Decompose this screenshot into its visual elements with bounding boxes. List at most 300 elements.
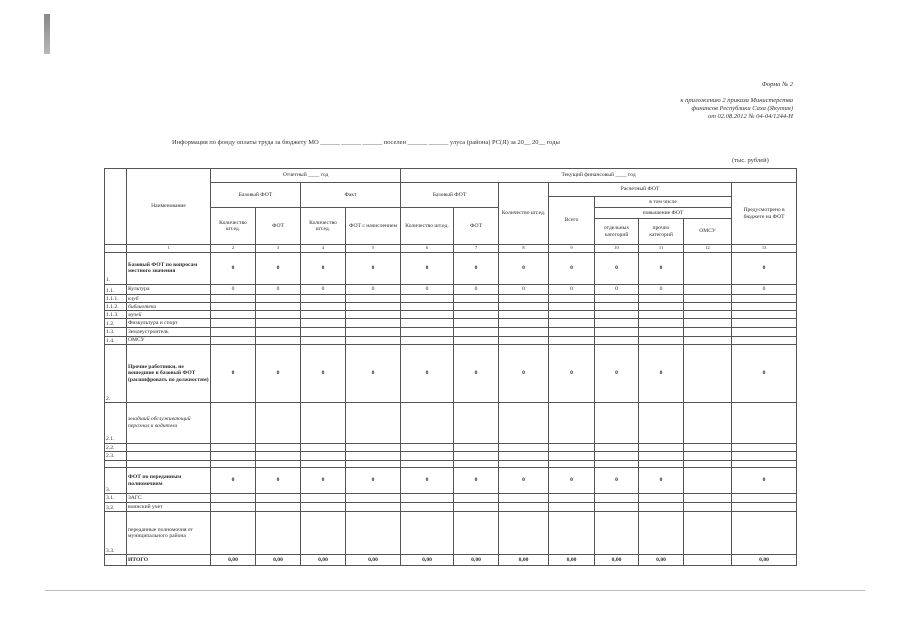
row-number: 1.1.1.	[105, 295, 127, 303]
table-row	[105, 502, 797, 512]
appendix-reference	[680, 97, 793, 121]
table-cell	[211, 452, 256, 461]
column-index: 2	[211, 245, 256, 253]
table-cell	[595, 319, 639, 328]
table-cell	[499, 295, 549, 303]
header-fot: ФОТ	[256, 208, 301, 245]
table-cell	[454, 303, 499, 311]
table-cell	[595, 494, 639, 503]
table-cell: 0	[211, 284, 256, 295]
table-cell	[256, 319, 301, 328]
table-cell	[549, 403, 595, 444]
table-cell	[454, 295, 499, 303]
table-cell	[301, 403, 346, 444]
column-index: 7	[454, 245, 499, 253]
table-cell	[684, 336, 732, 345]
units-label: (тыс. рублей)	[732, 157, 769, 164]
row-number: 1.4.	[105, 336, 127, 345]
table-cell	[256, 443, 301, 452]
header-base-fot-current: Базовый ФОТ	[401, 183, 499, 208]
table-cell	[549, 328, 595, 337]
table-cell: 0,00	[346, 555, 401, 566]
row-number: 1.1.3.	[105, 311, 127, 319]
table-cell	[499, 403, 549, 444]
table-cell	[346, 460, 401, 468]
table-cell	[549, 303, 595, 311]
row-label: Базовый ФОТ по вопросам местного значения	[127, 252, 211, 284]
table-cell	[499, 311, 549, 319]
table-cell	[684, 494, 732, 503]
document-title: Информация по фонду оплаты труда за бюджету МО ______ ______ ______ поселен ______ ______ улуса (района) РС(Я) за 20__ 20__ годы	[172, 139, 560, 146]
table-cell: 0	[401, 468, 454, 494]
table-cell: 0	[639, 345, 684, 403]
table-cell	[499, 512, 549, 555]
table-cell	[639, 502, 684, 512]
table-cell	[346, 403, 401, 444]
table-cell	[639, 460, 684, 468]
row-label: библиотека	[127, 303, 211, 311]
table-cell	[301, 494, 346, 503]
fot-table	[104, 168, 796, 566]
table-cell	[211, 319, 256, 328]
table-cell	[256, 494, 301, 503]
table-cell: 0	[732, 345, 797, 403]
table-cell: 0	[499, 252, 549, 284]
table-cell	[732, 336, 797, 345]
column-index: 11	[639, 245, 684, 253]
table-cell	[256, 295, 301, 303]
table-cell	[256, 311, 301, 319]
table-cell	[549, 512, 595, 555]
header-qty-staff-calc: Количество шт.ед.	[499, 183, 549, 245]
form-label: Форма № 2	[761, 81, 793, 88]
table-cell	[732, 460, 797, 468]
table-cell	[684, 512, 732, 555]
row-label: ЗАГС	[127, 494, 211, 503]
table-cell: 0,00	[211, 555, 256, 566]
table-cell	[549, 443, 595, 452]
table-cell	[595, 303, 639, 311]
table-cell	[454, 494, 499, 503]
table-cell	[684, 303, 732, 311]
table-cell	[401, 403, 454, 444]
table-cell	[401, 494, 454, 503]
table-row	[105, 468, 797, 494]
table-cell: 0	[499, 468, 549, 494]
table-cell	[401, 303, 454, 311]
header-budget-fot: Предусмотрено в бюджете на ФОТ	[732, 183, 797, 245]
header-omsu: ОМСУ	[684, 219, 732, 245]
table-row	[105, 295, 797, 303]
column-index: 1	[127, 245, 211, 253]
table-cell: 0	[211, 252, 256, 284]
header-total: Всего	[549, 197, 595, 245]
table-row	[105, 336, 797, 345]
table-cell	[499, 452, 549, 461]
table-cell	[301, 443, 346, 452]
column-index: 10	[595, 245, 639, 253]
table-cell: 0	[732, 468, 797, 494]
row-label: музей	[127, 311, 211, 319]
table-cell: 0	[499, 345, 549, 403]
table-cell	[211, 494, 256, 503]
table-row	[105, 403, 797, 444]
row-number: 2.1.	[105, 403, 127, 444]
header-reporting-year: Отчетный ____ год	[211, 169, 401, 183]
table-cell	[256, 502, 301, 512]
table-cell: 0,00	[595, 555, 639, 566]
table-cell: 0	[499, 284, 549, 295]
row-number: 2.3.	[105, 452, 127, 461]
table-cell	[346, 502, 401, 512]
table-cell	[732, 443, 797, 452]
table-cell	[684, 443, 732, 452]
table-cell	[549, 311, 595, 319]
column-index: 3	[256, 245, 301, 253]
table-cell	[595, 452, 639, 461]
table-cell	[595, 403, 639, 444]
row-label: Культура	[127, 284, 211, 295]
table-cell	[499, 336, 549, 345]
table-cell	[499, 494, 549, 503]
table-cell	[301, 328, 346, 337]
table-cell	[301, 336, 346, 345]
table-row	[105, 345, 797, 403]
row-number: 1.3.	[105, 328, 127, 337]
header-qty-staff: Количество шт.ед.	[211, 208, 256, 245]
table-cell: 0	[639, 468, 684, 494]
table-cell	[346, 512, 401, 555]
table-cell	[301, 319, 346, 328]
table-cell	[549, 452, 595, 461]
table-cell	[499, 328, 549, 337]
row-number: 3.1.	[105, 494, 127, 503]
table-cell	[549, 494, 595, 503]
table-row	[105, 303, 797, 311]
table-cell: 0	[346, 284, 401, 295]
table-cell	[639, 403, 684, 444]
table-cell: 0	[401, 252, 454, 284]
header-current-year: Текущий финансовый ____ год	[401, 169, 797, 183]
table-cell	[639, 303, 684, 311]
table-cell	[256, 328, 301, 337]
table-cell	[346, 319, 401, 328]
table-cell	[401, 452, 454, 461]
row-label	[127, 452, 211, 461]
table-cell	[454, 311, 499, 319]
table-cell: 0,00	[256, 555, 301, 566]
table-cell	[454, 403, 499, 444]
table-cell: 0	[301, 252, 346, 284]
column-index: 4	[301, 245, 346, 253]
table-row	[105, 443, 797, 452]
column-index: 12	[684, 245, 732, 253]
table-cell	[684, 295, 732, 303]
table-cell	[732, 452, 797, 461]
table-cell: 0	[211, 468, 256, 494]
header-fact: Факт	[301, 183, 401, 208]
table-cell: 0	[346, 468, 401, 494]
row-label: ФОТ по переданным полномочиям	[127, 468, 211, 494]
table-cell	[684, 502, 732, 512]
row-label: младший обслуживающий персонал и водители	[127, 403, 211, 444]
table-cell: 0	[301, 468, 346, 494]
table-cell	[211, 303, 256, 311]
table-cell	[549, 502, 595, 512]
row-label: переданные полномочия от муниципального района	[127, 512, 211, 555]
table-cell	[732, 403, 797, 444]
table-cell: 0	[256, 345, 301, 403]
table-cell: 0,00	[499, 555, 549, 566]
table-cell: 0,00	[549, 555, 595, 566]
table-cell: 0	[595, 284, 639, 295]
row-label: ОМСУ	[127, 336, 211, 345]
column-index: 13	[732, 245, 797, 253]
table-cell	[346, 328, 401, 337]
table-cell	[595, 295, 639, 303]
table-cell: 0	[639, 284, 684, 295]
table-cell	[684, 460, 732, 468]
table-cell: 0	[454, 468, 499, 494]
table-cell	[401, 295, 454, 303]
header-raise: повышение ФОТ	[595, 208, 732, 219]
table-cell	[732, 512, 797, 555]
table-cell	[346, 452, 401, 461]
table-cell	[211, 443, 256, 452]
table-cell	[684, 403, 732, 444]
table-cell	[454, 336, 499, 345]
table-cell	[549, 460, 595, 468]
table-cell	[595, 443, 639, 452]
table-cell: 0	[732, 252, 797, 284]
table-cell	[684, 468, 732, 494]
table-cell	[211, 311, 256, 319]
row-number: 1.1.	[105, 284, 127, 295]
table-cell: 0	[256, 468, 301, 494]
table-cell	[732, 502, 797, 512]
header-fot: ФОТ	[454, 208, 499, 245]
table-cell	[301, 452, 346, 461]
table-row	[105, 555, 797, 566]
table-cell	[346, 311, 401, 319]
table-cell	[401, 319, 454, 328]
table-cell	[211, 403, 256, 444]
row-label	[127, 443, 211, 452]
row-number: 1.2.	[105, 319, 127, 328]
table-cell: 0	[454, 345, 499, 403]
table-cell	[401, 328, 454, 337]
table-cell	[684, 319, 732, 328]
column-index: 5	[346, 245, 401, 253]
table-cell	[454, 452, 499, 461]
table-cell	[639, 494, 684, 503]
table-cell	[346, 303, 401, 311]
table-cell	[256, 460, 301, 468]
header-name: Наименование	[127, 169, 211, 245]
table-cell	[639, 295, 684, 303]
table-cell: 0,00	[732, 555, 797, 566]
table-cell	[301, 303, 346, 311]
row-number: 2.2.	[105, 443, 127, 452]
row-label: Физкультура и спорт	[127, 319, 211, 328]
table-cell: 0	[595, 345, 639, 403]
appendix-line: к приложению 2 приказа Министерства	[680, 97, 793, 104]
table-cell	[346, 443, 401, 452]
table-cell: 0	[639, 252, 684, 284]
table-cell: 0	[256, 284, 301, 295]
row-number: 1.1.2.	[105, 303, 127, 311]
table-cell	[684, 284, 732, 295]
table-cell	[256, 452, 301, 461]
table-cell	[639, 452, 684, 461]
table-cell	[684, 311, 732, 319]
table-cell	[595, 512, 639, 555]
table-cell	[454, 512, 499, 555]
table-cell	[732, 311, 797, 319]
table-cell: 0	[346, 252, 401, 284]
table-cell: 0	[301, 345, 346, 403]
header-calc-fot: Расчетный ФОТ	[549, 183, 732, 197]
table-cell	[549, 336, 595, 345]
table-cell	[499, 502, 549, 512]
table-row	[105, 311, 797, 319]
table-cell: 0	[301, 284, 346, 295]
table-cell	[595, 336, 639, 345]
table-cell	[684, 345, 732, 403]
appendix-line: финансов Республики Саха (Якутия)	[691, 105, 793, 112]
table-cell	[499, 443, 549, 452]
table-cell	[732, 494, 797, 503]
table-cell	[549, 295, 595, 303]
row-number: 3.3.	[105, 512, 127, 555]
table-cell	[301, 512, 346, 555]
table-cell	[454, 460, 499, 468]
row-label: Землеустроитель	[127, 328, 211, 337]
table-row	[105, 319, 797, 328]
header-base-fot: Базовый ФОТ	[211, 183, 301, 208]
row-number: 3.2.	[105, 502, 127, 512]
row-label	[127, 460, 211, 468]
table-cell	[256, 336, 301, 345]
table-cell	[732, 328, 797, 337]
table-cell	[346, 336, 401, 345]
table-cell	[346, 295, 401, 303]
table-cell	[639, 328, 684, 337]
table-cell	[684, 452, 732, 461]
table-cell	[454, 328, 499, 337]
page-edge	[45, 590, 865, 591]
table-cell	[732, 295, 797, 303]
row-label: Прочие работники, не вошедшие в базовый ФОТ (расшифровать по должностям)	[127, 345, 211, 403]
table-cell	[301, 311, 346, 319]
row-number: 1.	[105, 252, 127, 284]
table-cell: 0	[211, 345, 256, 403]
table-cell	[639, 443, 684, 452]
table-cell	[595, 328, 639, 337]
table-cell	[256, 403, 301, 444]
table-cell: 0,00	[401, 555, 454, 566]
table-cell: 0	[346, 345, 401, 403]
row-number	[105, 555, 127, 566]
table-cell	[454, 443, 499, 452]
table-cell	[401, 336, 454, 345]
table-cell	[301, 295, 346, 303]
scan-artifact	[44, 14, 50, 54]
table-cell: 0	[732, 284, 797, 295]
table-cell	[301, 502, 346, 512]
table-cell	[211, 460, 256, 468]
table-cell	[499, 303, 549, 311]
table-cell	[211, 512, 256, 555]
table-cell	[684, 555, 732, 566]
table-row	[105, 284, 797, 295]
table-cell	[401, 460, 454, 468]
table-cell	[211, 336, 256, 345]
table-cell	[211, 328, 256, 337]
table-cell: 0	[549, 284, 595, 295]
table-cell: 0	[401, 284, 454, 295]
table-cell	[346, 494, 401, 503]
row-label: клуб	[127, 295, 211, 303]
row-number	[105, 460, 127, 468]
table-cell: 0	[401, 345, 454, 403]
table-cell	[639, 311, 684, 319]
table-row	[105, 512, 797, 555]
table-cell	[499, 460, 549, 468]
table-cell: 0	[595, 252, 639, 284]
table-cell: 0,00	[639, 555, 684, 566]
row-number: 3.	[105, 468, 127, 494]
column-index: 9	[549, 245, 595, 253]
table-cell: 0	[549, 468, 595, 494]
table-cell	[401, 443, 454, 452]
table-cell	[732, 319, 797, 328]
table-cell	[639, 336, 684, 345]
table-cell	[454, 319, 499, 328]
table-cell: 0	[256, 252, 301, 284]
table-cell	[211, 295, 256, 303]
column-index: 6	[401, 245, 454, 253]
table-cell	[684, 328, 732, 337]
table-row	[105, 460, 797, 468]
table-cell	[256, 512, 301, 555]
table-cell	[301, 460, 346, 468]
table-cell: 0,00	[454, 555, 499, 566]
table-cell	[595, 502, 639, 512]
table-cell	[211, 502, 256, 512]
table-cell	[549, 319, 595, 328]
row-label: воинский учет	[127, 502, 211, 512]
table-cell	[639, 512, 684, 555]
table-cell	[595, 311, 639, 319]
table-cell	[684, 252, 732, 284]
table-cell	[595, 460, 639, 468]
table-cell	[401, 512, 454, 555]
table-row	[105, 252, 797, 284]
table-cell: 0,00	[301, 555, 346, 566]
table-cell	[401, 311, 454, 319]
row-number: 2.	[105, 345, 127, 403]
header-separate-categories: отдельных категорий	[595, 219, 639, 245]
table-cell: 0	[595, 468, 639, 494]
table-cell	[454, 502, 499, 512]
header-including: в том числе	[595, 197, 732, 208]
column-index: 8	[499, 245, 549, 253]
header-qty-staff: Количество шт.ед.	[301, 208, 346, 245]
table-cell: 0	[549, 345, 595, 403]
table-row	[105, 494, 797, 503]
table-cell: 0	[454, 252, 499, 284]
